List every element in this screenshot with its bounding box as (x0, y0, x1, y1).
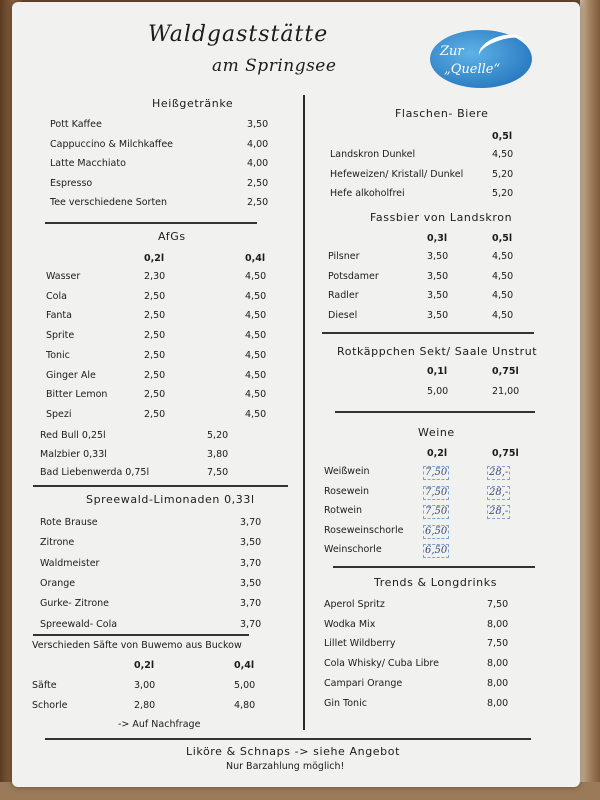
hot-drink-item-price: 4,00 (247, 158, 269, 169)
longdrink-item-price: 7,50 (487, 599, 509, 610)
section-divider (33, 485, 288, 487)
spreewald-item-name: Gurke- Zitrone (40, 598, 109, 610)
softdrink-item-price-large: 4,50 (245, 310, 267, 322)
wine-item-price-small: 7,50 (425, 467, 448, 478)
softdrink-item-price-small: 2,50 (144, 290, 166, 302)
spreewald-item-name: Zitrone (40, 537, 75, 549)
softdrinks-heading: AfGs (158, 230, 186, 243)
softdrinks-col-large: 0,4l (245, 253, 266, 264)
softdrink-extra-name: Malzbier 0,33l (40, 448, 107, 460)
draft-beer-item-price-small: 3,50 (427, 290, 449, 301)
softdrink-item-price-large: 4,50 (245, 349, 267, 361)
wine-heading: Weine (418, 426, 455, 439)
draft-beer-item-name: Pilsner (328, 251, 360, 262)
softdrink-item-price-large: 4,50 (245, 408, 267, 420)
draft-beer-item-price-large: 4,50 (492, 251, 514, 262)
juice-item-name: Schorle (32, 700, 68, 711)
section-divider (322, 332, 534, 334)
spreewald-item-name: Rote Brause (40, 517, 98, 528)
softdrink-item-price-small: 2,50 (144, 349, 166, 361)
hot-drink-item-price: 4,00 (247, 138, 269, 150)
spreewald-item-name: Waldmeister (40, 557, 100, 569)
softdrink-item-name: Bitter Lemon (46, 389, 108, 401)
softdrink-item-name: Tonic (46, 349, 70, 361)
hot-drink-item-name: Tee verschiedene Sorten (50, 197, 168, 208)
longdrink-item-name: Wodka Mix (324, 618, 376, 630)
softdrink-item-price-large: 4,50 (245, 369, 267, 381)
column-divider (303, 95, 305, 730)
wine-col-large: 0,75l (492, 448, 519, 459)
section-divider (335, 411, 535, 413)
spreewald-item-price: 3,50 (240, 577, 262, 589)
footer-divider (45, 738, 531, 740)
bottle-beer-heading: Flaschen- Biere (395, 107, 489, 120)
softdrink-item-price-large: 4,50 (245, 389, 267, 401)
hot-drink-item-price: 2,50 (247, 177, 269, 189)
softdrink-item-price-large: 4,50 (245, 330, 267, 342)
longdrink-item-price: 8,00 (487, 677, 509, 689)
hot-drink-item-name: Cappuccino & Milchkaffee (50, 138, 174, 150)
juice-item-price-large: 4,80 (234, 700, 256, 711)
softdrink-item-name: Spezi (46, 408, 72, 420)
juice-item-name: Säfte (32, 680, 57, 691)
wine-item-name: Rotwein (324, 505, 362, 516)
wine-item-price-small: 6,50 (425, 545, 448, 556)
juice-item-price-small: 3,00 (134, 680, 156, 691)
bottle-beer-col: 0,5l (492, 131, 513, 142)
draft-beer-item-name: Potsdamer (328, 270, 379, 282)
juice-item-price-small: 2,80 (134, 700, 156, 711)
bottle-beer-item-name: Hefe alkoholfrei (330, 188, 405, 199)
softdrink-item-price-small: 2,50 (144, 330, 166, 342)
spreewald-item-price: 3,70 (240, 618, 262, 630)
juice-item-price-large: 5,00 (234, 680, 256, 691)
wine-item-price-small: 6,50 (425, 525, 448, 537)
footer-cash-note: Nur Barzahlung möglich! (226, 761, 345, 772)
wooden-table-right (580, 0, 600, 800)
softdrink-item-name: Ginger Ale (46, 369, 96, 381)
bottle-beer-item-price: 5,20 (492, 168, 514, 180)
draft-beer-item-price-large: 4,50 (492, 290, 514, 301)
softdrink-extra-price: 3,80 (207, 448, 229, 460)
section-divider (333, 566, 535, 568)
draft-beer-item-name: Diesel (328, 309, 358, 321)
hot-drink-item-name: Espresso (50, 177, 93, 189)
wine-item-price-large: 28,- (489, 486, 509, 498)
sekt-price-small: 5,00 (427, 386, 449, 397)
logo-text-line1: Zur (440, 44, 464, 59)
bottle-beer-item-name: Landskron Dunkel (330, 149, 416, 160)
bottle-beer-item-price: 5,20 (492, 188, 514, 199)
hot-drink-item-name: Latte Macchiato (50, 158, 126, 169)
wine-item-price-small: 7,50 (425, 486, 448, 498)
juice-col-small: 0,2l (134, 660, 155, 671)
draft-beer-col-large: 0,5l (492, 233, 513, 244)
draft-beer-item-price-small: 3,50 (427, 251, 449, 262)
softdrink-item-price-small: 2,30 (144, 271, 166, 282)
softdrink-item-price-small: 2,50 (144, 310, 166, 322)
spreewald-item-price: 3,70 (240, 517, 262, 528)
spreewald-item-price: 3,70 (240, 557, 262, 569)
softdrink-item-name: Sprite (46, 330, 75, 342)
longdrink-item-price: 8,00 (487, 658, 509, 670)
draft-beer-item-price-large: 4,50 (492, 309, 514, 321)
softdrink-item-price-large: 4,50 (245, 271, 267, 282)
wine-item-price-large: 28,- (489, 506, 509, 517)
wine-item-name: Roseweinschorle (324, 524, 404, 536)
softdrink-extra-name: Bad Liebenwerda 0,75l (40, 467, 150, 478)
softdrink-item-price-small: 2,50 (144, 389, 166, 401)
hot-drink-item-price: 2,50 (247, 197, 269, 208)
wine-item-name: Weinschorle (324, 544, 382, 555)
longdrink-item-name: Aperol Spritz (324, 599, 385, 610)
softdrink-item-name: Fanta (46, 310, 72, 322)
wine-item-price-small: 7,50 (425, 506, 448, 517)
softdrink-extra-price: 7,50 (207, 467, 229, 478)
longdrink-item-price: 7,50 (487, 638, 509, 650)
longdrink-item-price: 8,00 (487, 697, 509, 709)
softdrink-item-price-large: 4,50 (245, 290, 267, 302)
longdrink-item-price: 8,00 (487, 618, 509, 630)
section-divider (33, 634, 249, 636)
juice-note: -> Auf Nachfrage (118, 719, 201, 730)
juice-heading: Verschieden Säfte von Buwemo aus Buckow (32, 640, 242, 651)
wine-col-small: 0,2l (427, 448, 448, 459)
spreewald-heading: Spreewald-Limonaden 0,33l (86, 493, 255, 506)
draft-beer-item-price-small: 3,50 (427, 270, 449, 282)
bottle-beer-item-price: 4,50 (492, 149, 514, 160)
bottle-beer-item-name: Hefeweizen/ Kristall/ Dunkel (330, 168, 464, 180)
section-divider (45, 222, 257, 224)
longdrink-item-name: Lillet Wildberry (324, 638, 396, 650)
softdrinks-col-small: 0,2l (144, 253, 165, 264)
footer-liquor-note: Liköre & Schnaps -> siehe Angebot (186, 745, 400, 758)
wine-item-name: Rosewein (324, 485, 370, 497)
menu-title: Waldgaststätte (148, 22, 329, 47)
sekt-col-small: 0,1l (427, 366, 448, 377)
wine-item-name: Weißwein (324, 466, 370, 477)
longdrink-item-name: Gin Tonic (324, 697, 367, 709)
sekt-heading: Rotkäppchen Sekt/ Saale Unstrut (337, 345, 538, 358)
spreewald-item-name: Spreewald- Cola (40, 618, 118, 630)
softdrink-item-price-small: 2,50 (144, 369, 166, 381)
draft-beer-item-price-large: 4,50 (492, 270, 514, 282)
sekt-price-large: 21,00 (492, 386, 520, 397)
spreewald-item-price: 3,50 (240, 537, 262, 549)
draft-beer-item-price-small: 3,50 (427, 309, 449, 321)
spreewald-item-name: Orange (40, 577, 76, 589)
wine-item-price-large: 28,- (489, 467, 509, 478)
softdrink-extra-price: 5,20 (207, 430, 229, 441)
draft-beer-col-small: 0,3l (427, 233, 448, 244)
hot-drink-item-price: 3,50 (247, 119, 269, 130)
menu-subtitle: am Springsee (212, 56, 337, 76)
softdrink-item-name: Wasser (46, 271, 81, 282)
spreewald-item-price: 3,70 (240, 598, 262, 610)
draft-beer-heading: Fassbier von Landskron (370, 211, 513, 224)
draft-beer-item-name: Radler (328, 290, 359, 301)
longdrink-item-name: Campari Orange (324, 677, 403, 689)
longdrink-item-name: Cola Whisky/ Cuba Libre (324, 658, 439, 670)
longdrinks-heading: Trends & Longdrinks (374, 576, 498, 589)
softdrink-item-name: Cola (46, 290, 67, 302)
hot-drinks-heading: Heißgetränke (152, 97, 234, 110)
sekt-col-large: 0,75l (492, 366, 519, 377)
softdrink-extra-name: Red Bull 0,25l (40, 430, 106, 441)
logo-text-line2: „Quelle“ (444, 62, 501, 77)
juice-col-large: 0,4l (234, 660, 255, 671)
softdrink-item-price-small: 2,50 (144, 408, 166, 420)
hot-drink-item-name: Pott Kaffee (50, 119, 102, 130)
